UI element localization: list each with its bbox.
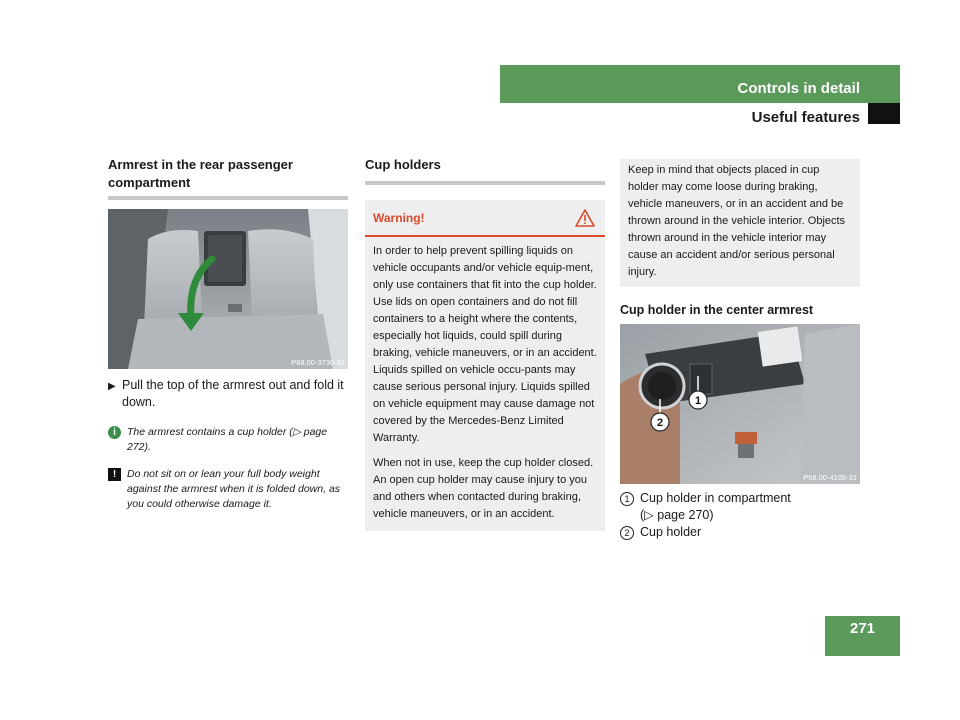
warning-paragraph-1: In order to help prevent spilling liquids on vehicle occupants and/or vehicle equip-ment, only use containers that fit into the cup holder. Use lids on open containers and do not fill containers to a height where the contents, especially hot liquids, could spill during braking, vehicle maneuvers, or in an accident. Liquids spilled on vehicle occu-pants may cause serious personal injury. Liquids spilled on vehicle equipment may cause damage not covered by the Mercedes-Benz Limited Warranty.	[373, 245, 597, 444]
callout-1-label: 1	[694, 395, 702, 407]
page-number: 271	[849, 620, 876, 637]
caution-note	[108, 467, 348, 512]
instruction-step	[108, 377, 348, 411]
callout-number: 2	[620, 526, 634, 540]
callout-number: 1	[620, 492, 634, 506]
warning-paragraph-2: When not in use, keep the cup holder closed. An open cup holder may cause injury to you and others when contacted during braking, vehicle maneuvers, or in an accident.	[373, 457, 594, 520]
callout-legend	[620, 490, 860, 541]
section-title: Useful features	[751, 109, 860, 126]
center-armrest-photo	[620, 324, 860, 484]
header-tab-marker	[868, 103, 900, 124]
armrest-heading: Armrest in the rear passenger compartment	[108, 157, 293, 190]
arrow-right-icon: ▶	[108, 381, 116, 392]
warning-box	[365, 200, 605, 531]
cup-holders-heading: Cup holders	[365, 157, 441, 172]
step-text: Pull the top of the armrest out and fold it down.	[122, 378, 344, 409]
center-armrest-heading: Cup holder in the center armrest	[620, 303, 814, 317]
info-note-text: The armrest contains a cup holder (▷ page 272).	[127, 426, 328, 453]
legend-text: Cup holder	[640, 525, 702, 539]
cup-holders-column	[365, 156, 605, 531]
photo-id-label: P68.00-4105-31	[803, 473, 857, 482]
warning-title: Warning!	[373, 211, 425, 225]
legend-item	[620, 524, 860, 541]
exclamation-icon: !	[108, 468, 121, 481]
armrest-column	[108, 156, 348, 512]
legend-text: Cup holder in compartment	[640, 491, 791, 505]
warning-header	[365, 200, 605, 237]
warning-triangle-icon	[575, 209, 595, 227]
heading-rule	[365, 181, 605, 185]
info-icon: i	[108, 426, 121, 439]
callout-2-label: 2	[656, 417, 664, 429]
center-armrest-column	[620, 159, 860, 541]
legend-item	[620, 490, 860, 507]
chapter-title: Controls in detail	[737, 80, 860, 97]
photo-id-label: P68.00-3730-31	[291, 358, 345, 367]
legend-page-ref: (▷ page 270)	[640, 508, 714, 522]
cup-holder-illustration	[620, 324, 860, 484]
keep-in-mind-box: Keep in mind that objects placed in cup holder may come loose during braking, vehicle maneuvers, or in an accident and be thrown around in the vehicle interior. Objects thrown around in the vehicle interior may cause an accident and/or serious personal injury.	[620, 159, 860, 287]
rear-seat-illustration	[108, 209, 348, 369]
heading-rule	[108, 196, 348, 200]
page-number-box	[825, 616, 900, 656]
rear-armrest-photo	[108, 209, 348, 369]
info-note	[108, 425, 348, 455]
caution-note-text: Do not sit on or lean your full body weight against the armrest when it is folded down, as you could otherwise damage it.	[127, 468, 341, 510]
